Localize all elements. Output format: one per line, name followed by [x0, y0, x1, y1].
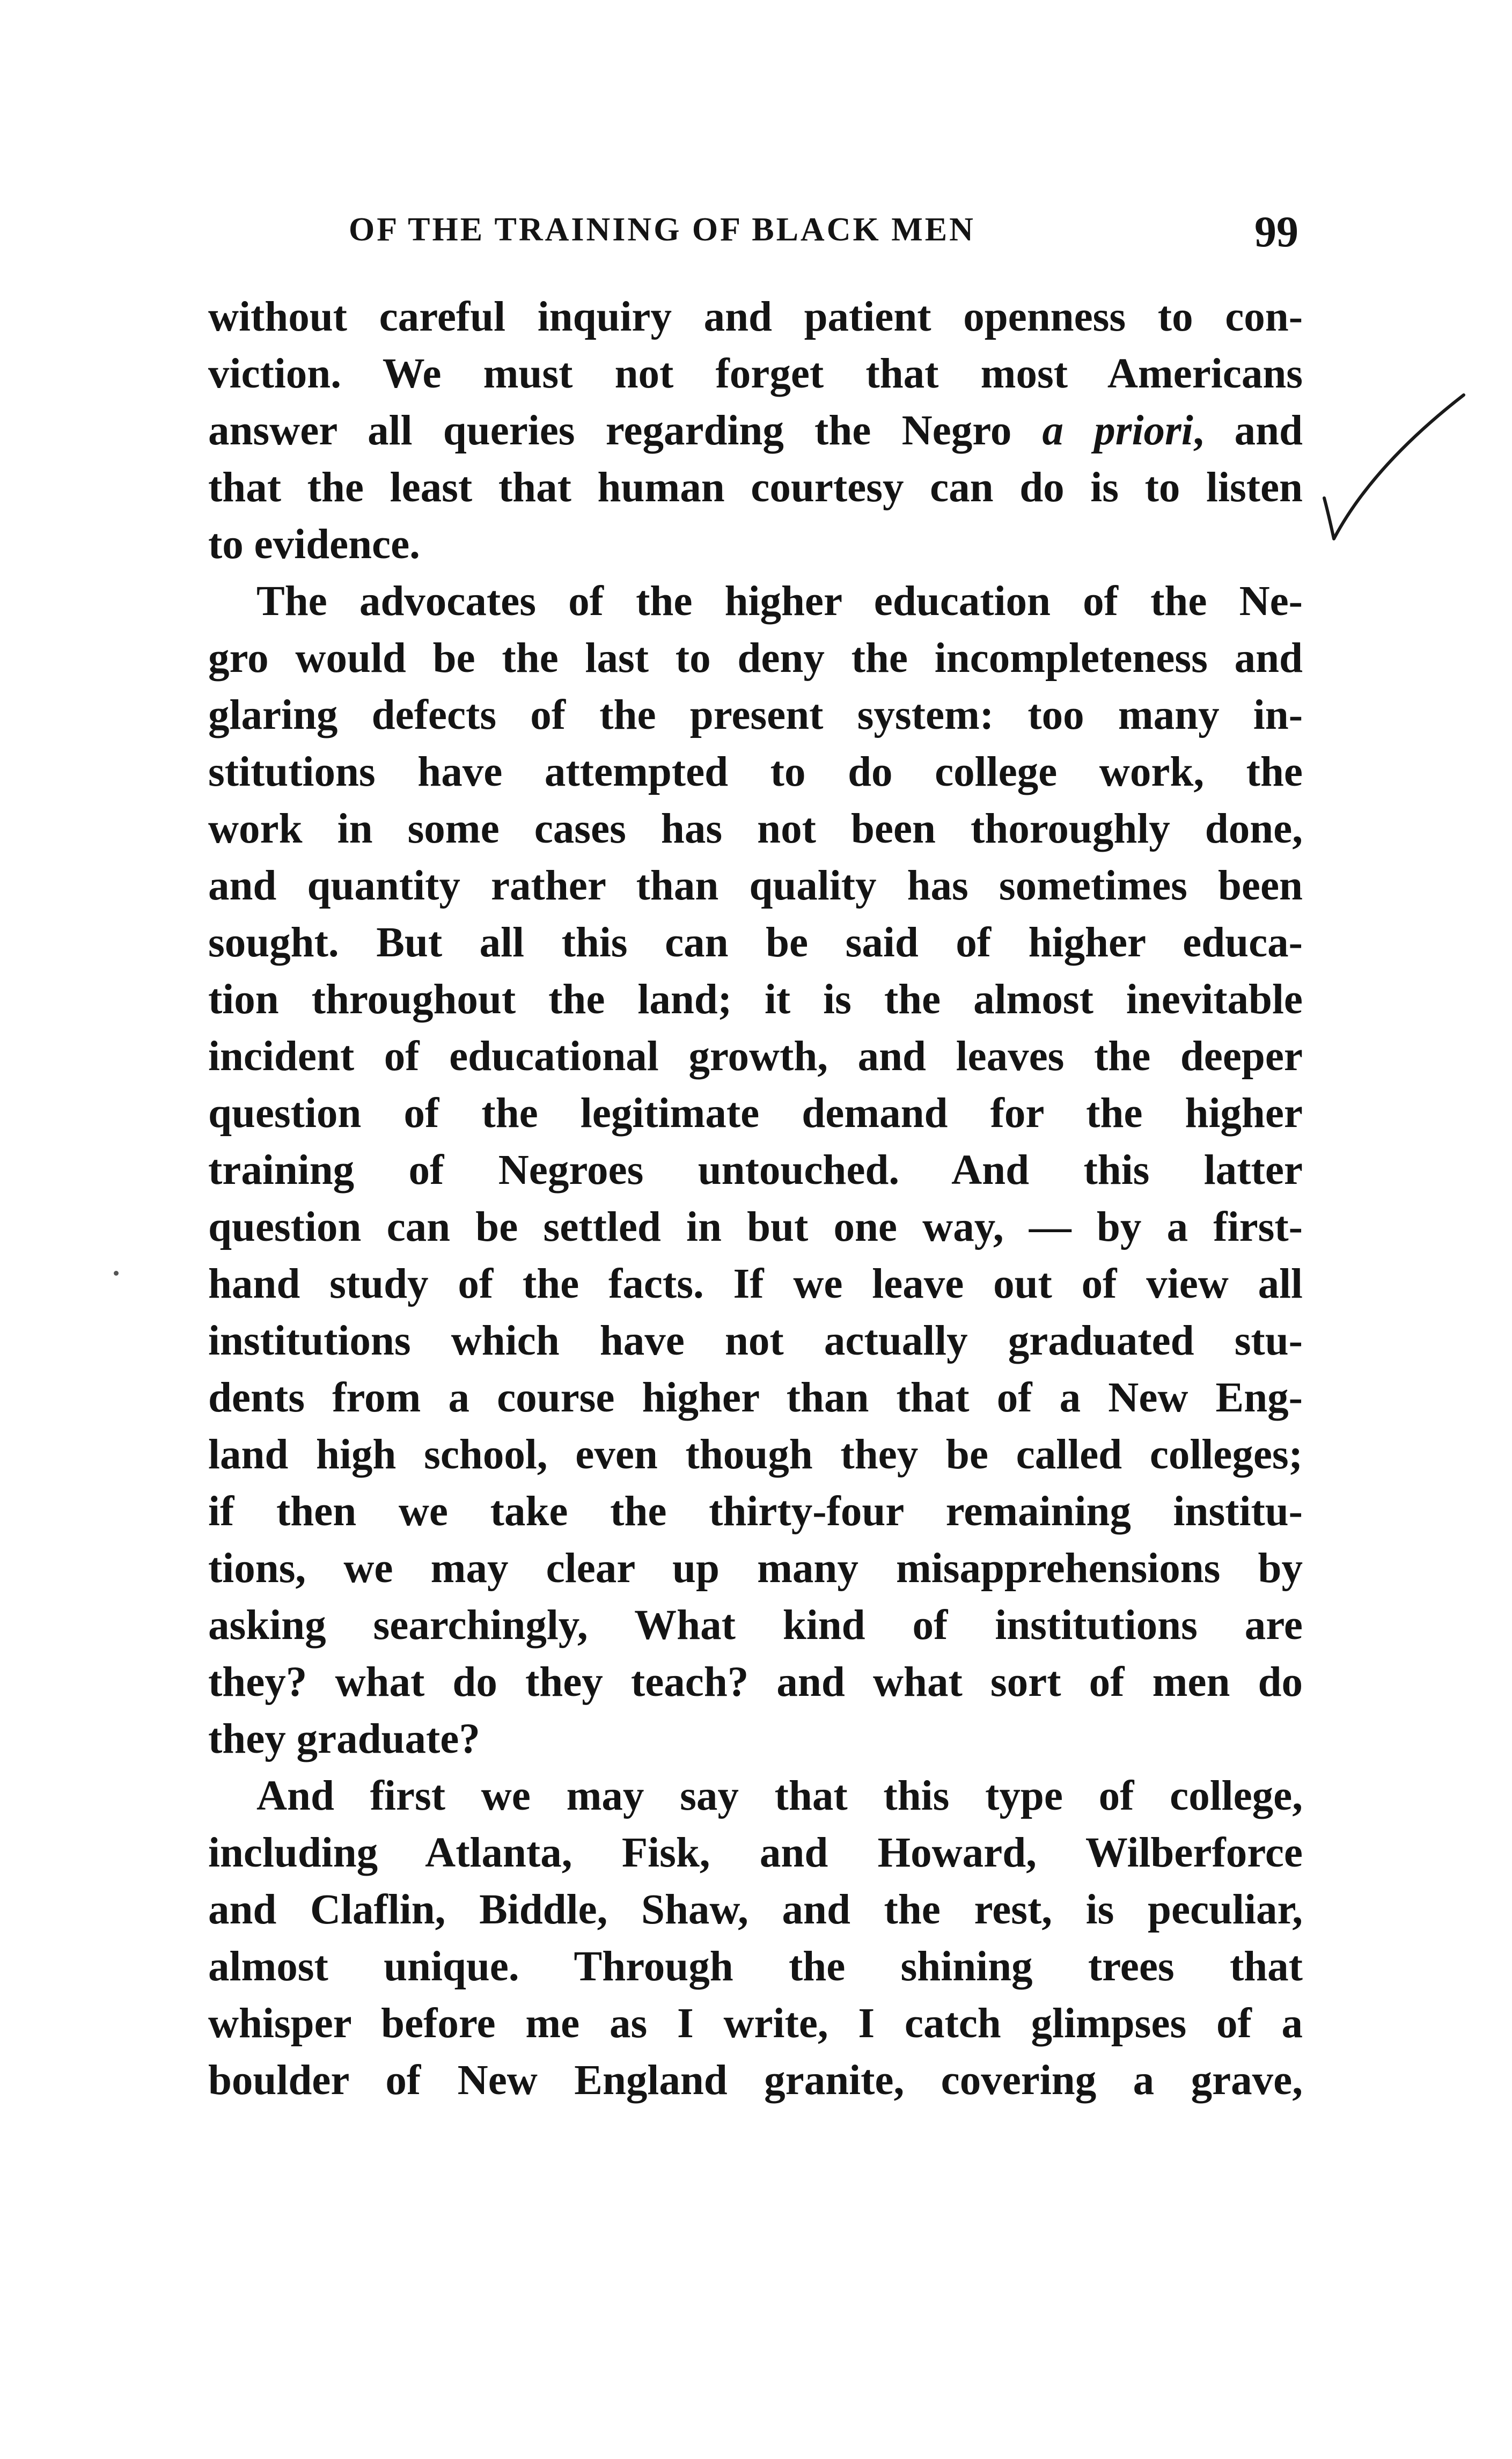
text-line: to evidence. — [208, 521, 420, 568]
text-line: almost unique. Through the shining trees that — [208, 1943, 1303, 1990]
text-line: whisper before me as I write, I catch glimpses of a — [208, 2000, 1303, 2047]
text-line: stitutions have attempted to do college work, the — [208, 749, 1303, 795]
body-text — [208, 289, 1303, 2109]
text-line: glaring defects of the present system: too many in- — [208, 692, 1303, 738]
text-line: boulder of New England granite, covering a grave, — [208, 2057, 1303, 2104]
text-line: they? what do they teach? and what sort of men do — [208, 1659, 1303, 1706]
text-line: dents from a course higher than that of a New Eng- — [208, 1374, 1303, 1421]
text-line: incident of educational growth, and leaves the deeper — [208, 1033, 1303, 1080]
text-line: sought. But all this can be said of higher educa- — [208, 919, 1303, 966]
italic-phrase: a priori — [1042, 407, 1193, 454]
text-line: including Atlanta, Fisk, and Howard, Wilberforce — [208, 1829, 1303, 1876]
text-span: answer all queries regarding the Negro — [208, 407, 1043, 454]
text-line: that the least that human courtesy can do is to listen — [208, 464, 1303, 511]
text-line: institutions which have not actually graduated stu- — [208, 1318, 1303, 1364]
text-line: land high school, even though they be called colleges; — [208, 1431, 1303, 1478]
text-line: question can be settled in but one way, — by a first- — [208, 1204, 1303, 1250]
text-line: question of the legitimate demand for the higher — [208, 1090, 1303, 1137]
checkmark-icon — [1308, 385, 1469, 546]
text-line: tions, we may clear up many misapprehensions by — [208, 1545, 1303, 1592]
text-line: and Claflin, Biddle, Shaw, and the rest, is peculiar, — [208, 1886, 1303, 1933]
text-line: viction. We must not forget that most Americans — [208, 350, 1303, 397]
text-line: without careful inquiry and patient openness to con- — [208, 294, 1303, 340]
page-number: 99 — [1254, 207, 1298, 256]
text-line: And first we may say that this type of college, — [256, 1773, 1303, 1819]
text-line: training of Negroes untouched. And this latter — [208, 1147, 1303, 1194]
running-head — [349, 207, 1298, 260]
text-line: The advocates of the higher education of the Ne- — [256, 578, 1303, 625]
text-line: work in some cases has not been thoroughly done, — [208, 806, 1303, 852]
stray-mark — [114, 1271, 119, 1276]
text-line: if then we take the thirty-four remaining institu- — [208, 1488, 1303, 1535]
text-line: and quantity rather than quality has sometimes been — [208, 862, 1303, 909]
text-line: tion throughout the land; it is the almost inevitable — [208, 976, 1303, 1023]
checkmark-stroke — [1324, 395, 1464, 539]
text-line: hand study of the facts. If we leave out of view all — [208, 1261, 1303, 1307]
running-title: OF THE TRAINING OF BLACK MEN — [349, 211, 975, 248]
text-line: asking searchingly, What kind of institutions are — [208, 1602, 1303, 1649]
text-span: , and — [1193, 407, 1303, 454]
text-line — [208, 402, 1303, 459]
text-line: gro would be the last to deny the incompleteness and — [208, 635, 1303, 682]
text-line: they graduate? — [208, 1716, 480, 1762]
